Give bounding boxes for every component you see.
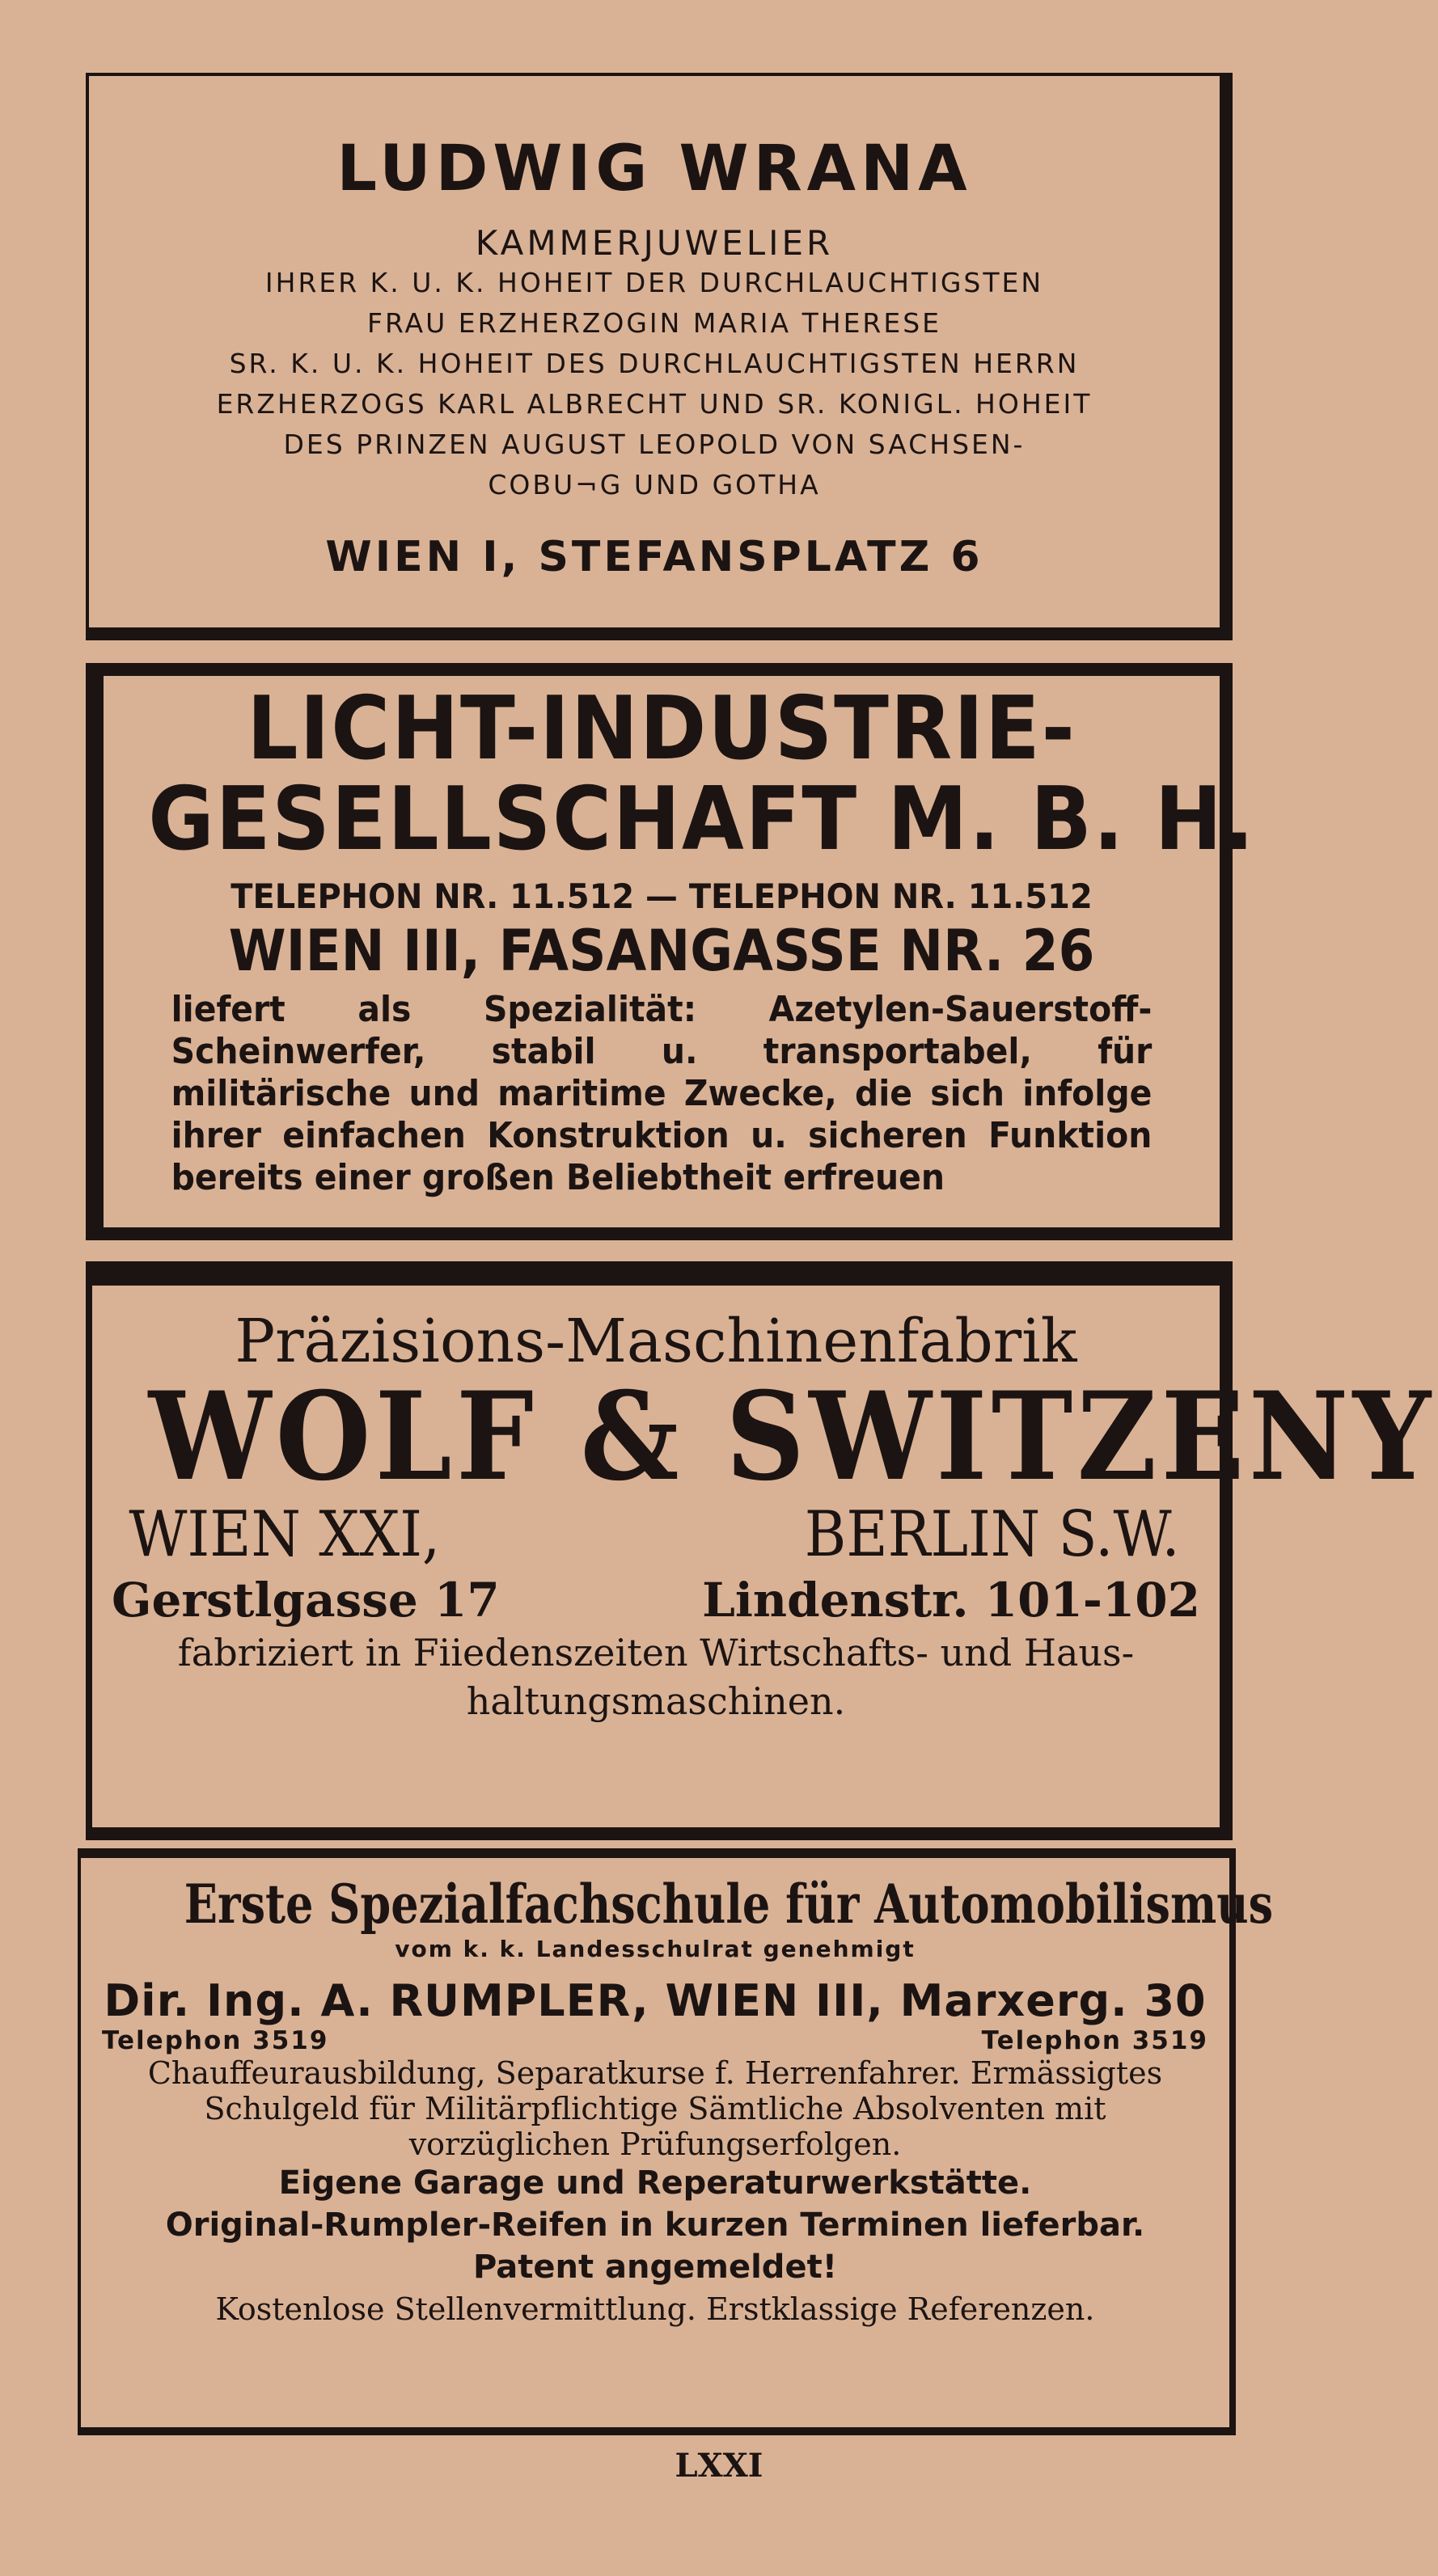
ad2-name-line-1: LICHT-INDUSTRIE- — [247, 678, 1076, 779]
ad4-garage: Eigene Garage und Reperaturwerkstätte. — [278, 2164, 1032, 2202]
ad4-director: Dir. Ing. A. RUMPLER, WIEN III, Marxerg. 30 — [104, 1975, 1207, 2026]
ad3-name: WOLF & SWITZENY — [148, 1366, 1436, 1508]
ad4-footer: Kostenlose Stellenvermittlung. Erstklassige Referenzen. — [215, 2291, 1095, 2327]
ad4-para-line-1: Chauffeurausbildung, Separatkurse f. Herrenfahrer. Ermässigtes — [147, 2055, 1163, 2091]
ad2-telephone: TELEPHON NR. 11.512 — TELEPHON NR. 11.512 — [231, 876, 1093, 916]
ad2-description: liefert als Spezialität: Azetylen-Sauerstoff-Scheinwerfer, stabil u. transportabel, für militärische und maritime Zwecke, die sich infolge ihrer einfachen Konstruktion u. sicheren Funktion bereits einer großen Beliebtheit erfreuen — [171, 989, 1153, 1198]
ad1-title: KAMMERJUWELIER — [475, 223, 834, 263]
ad1-line-4: ERZHERZOGS KARL ALBRECHT UND SR. KONIGL. HOHEIT — [216, 388, 1093, 420]
ad3-kind: Präzisions-Maschinenfabrik — [235, 1307, 1077, 1376]
ad1-name: LUDWIG WRANA — [336, 133, 972, 205]
ad3-street-left: Gerstlgasse 17 — [112, 1573, 500, 1628]
ad2-address: WIEN III, FASANGASSE NR. 26 — [228, 918, 1095, 984]
ad4-para-line-2: Schulgeld für Militärpflichtige Sämtliche Absolventen mit — [204, 2091, 1106, 2126]
ad1-line-2: FRAU ERZHERZOGIN MARIA THERESE — [366, 307, 941, 339]
ad4-tel-left: Telephon 3519 — [102, 2026, 329, 2055]
ad3-description-line-1: fabriziert in Fiiedenszeiten Wirtschafts- und Haus- — [177, 1631, 1135, 1674]
ad1-line-1: IHRER K. U. K. HOHEIT DER DURCHLAUCHTIGSTEN — [264, 267, 1044, 298]
ad4-tyres: Original-Rumpler-Reifen in kurzen Terminen lieferbar. — [165, 2206, 1145, 2244]
ad-licht-industrie — [86, 663, 1256, 1240]
ad4-para-line-3: vorzüglichen Prüfungserfolgen. — [408, 2126, 902, 2162]
ad4-tel-right: Telephon 3519 — [981, 2026, 1208, 2055]
ad3-city-right: BERLIN S.W. — [804, 1498, 1180, 1571]
ad2-name-line-2: GESELLSCHAFT M. B. H. — [148, 769, 1256, 870]
ad1-line-5: DES PRINZEN AUGUST LEOPOLD VON SACHSEN- — [283, 429, 1026, 460]
ad4-patent: Patent angemeldet! — [473, 2249, 837, 2286]
ad-rumpler-school — [78, 1848, 1274, 2435]
ad3-description-line-2: haltungsmaschinen. — [466, 1679, 846, 1723]
ad4-title: Erste Spezialfachschule für Automobilismus — [184, 1873, 1274, 1936]
ad3-city-left: WIEN XXI, — [129, 1498, 441, 1571]
ad1-line-3: SR. K. U. K. HOHEIT DES DURCHLAUCHTIGSTEN HERRN — [229, 348, 1080, 379]
ad3-street-right: Lindenstr. 101-102 — [702, 1573, 1200, 1628]
ad-wolf-switzeny — [86, 1261, 1436, 1840]
page-number: LXXI — [675, 2447, 763, 2485]
ad-ludwig-wrana — [86, 73, 1233, 640]
ad1-address: WIEN I, STEFANSPLATZ 6 — [325, 533, 983, 581]
ad4-approval: vom k. k. Landesschulrat genehmigt — [395, 1936, 916, 1962]
ad1-line-6: COBU¬G UND GOTHA — [488, 469, 821, 500]
